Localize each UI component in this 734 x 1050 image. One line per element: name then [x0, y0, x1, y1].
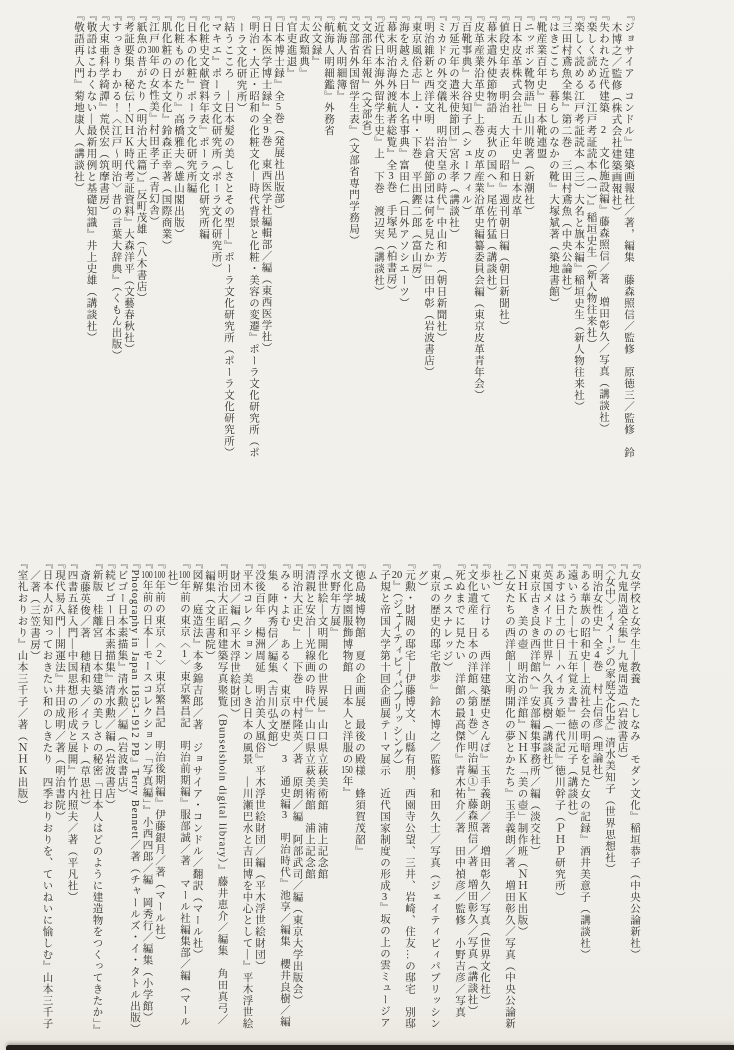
bibliography-entry: 『100年前の東京〈2〉東京繁昌記 明治後期編』伊藤銀月／著（マール社） [153, 558, 166, 947]
bibliography-entry: 『ニッポン靴物語』山川暁著（新潮社） [523, 10, 534, 217]
bibliography-entry: 『文部省外国留学生表』（文部省専門学務局） [348, 10, 359, 247]
bibliography-entry: 『官吏進退』 [285, 10, 297, 79]
bibliography-entry: 『文化遺産 日本の洋館〈第1巻〉明治編①』藤森照信／著 増田彰久／写真（講談社） [466, 558, 478, 1017]
bibliography-entry: 『結うこころ ―日本髪の美しさとその型―』ポーラ文化研究所（ポーラ文化研究所） [223, 10, 234, 459]
bibliography-entry: 『100年前の日本―モースコレクション「写真編」』小西四郎／編 岡秀行／編集（小学館） [141, 558, 153, 1024]
bibliography-entry: 『失われた近代建築 2 文化施設編』藤森照信／著 増田彰久／写真（講談社） [598, 10, 609, 435]
bibliography-entry: 『日本人が知っておきたい和のしきたり 四季おりおりを、ていねいに愉しむ』山本三千子／著（三笠書房） [29, 558, 53, 1030]
bibliography-entry: 『ミカドの外交儀礼 明治天皇の時代』中山和芳（朝日新聞社） [435, 10, 447, 344]
bibliography-entry: 『幕末明治海外渡航者総覧』全3巻 手塚晃（柏書房） [385, 10, 397, 297]
bibliography-entry: 『浮世絵―文明開化の世界展』山口県立萩美術館 浦上記念館 [316, 558, 328, 880]
bibliography-entry: 『歩いて行ける 西洋建築歴史さんぽ』玉手義朗／著 増田彰久／写真（世界文化社） [479, 558, 490, 1007]
bibliography-entry: 『肌化粧の日本文化』鈴森正幸著（国際商業） [160, 10, 172, 252]
bibliography-entry: 『万延元年の遣米使節団』宮永孝（講談社） [448, 10, 459, 240]
bibliography-entry: 『四書五経入門―中国思想の形成と展開』竹内照夫／著（平凡社） [66, 558, 78, 903]
bibliography-entry: 『明治女性史』全4巻 村上信彦（理論社） [591, 558, 603, 787]
bibliography-entry: 『公文録』 [310, 10, 322, 68]
bibliography-entry: 『皮革産業沿革史』上巻 皮革産業沿革史編纂委員会編（東京皮革青年会） [473, 10, 484, 401]
bibliography-entry: 『子規と帝国大学第十回企画展テーマ展示 近代国家制度の形成3』坂の上の雲ミュージアム [366, 558, 390, 1029]
bibliography-entry: 『東京の歴史的邸宅散歩』鈴木博之／監修 和田久士／写真（ジェイティビィパブリッシング） [416, 558, 440, 1030]
bibliography-entry: 『海を越えた日本人名事典』富田仁（日外アソシエーツ） [398, 10, 409, 309]
bibliography-entry: 『日本皮革株式会社五十年史』日本皮革 [510, 10, 522, 217]
bibliography-entry: 『日本博士録』全5巻（発展社出版部） [273, 10, 284, 216]
bibliography-entry: 『100年前の東京〈1〉東京繁昌記 明治前期編』服部誠／著 マール社編集部／編（マール社） [166, 558, 191, 1028]
bibliography-entry: 『図解 庭造法』本多錦吉郎／著 ジョサイア・コンドル／翻訳（マール社） [191, 558, 203, 961]
bibliography-entry: 『化粧ものがたり』高橋雅夫（雄山閣出版） [173, 10, 184, 240]
bibliography-entry: 『航海人明細鑑』外務省 [323, 10, 334, 137]
bibliography-entry: 『Photography in Japan 1853-1912 PB』Terry Bennett／著（チャールズ・イ・タトル出版） [129, 558, 140, 1035]
bibliography-entry: 『日本医学博士録』全9巻 東西医学社編輯部／編（東西医学社） [260, 10, 272, 354]
bibliography-bottom-block [16, 558, 640, 1036]
bibliography-entry: 『東京風俗志』上・中・下巻 平出鏗二郎（富山房） [410, 10, 422, 286]
bibliography-entry: 『百靴事典』大谷知子（シューフィル） [460, 10, 472, 217]
bibliography-entry: 『すっきりわかる！〈江戸〜明治〉昔の言葉大辞典』（くもん出版） [110, 10, 122, 362]
bibliography-entry: 『敬語再入門』菊地康人（講談社） [73, 10, 84, 194]
bibliography-entry: 『明治維新と西洋文明 岩倉使節団は何を見たか』田中彰（岩波書店） [423, 10, 434, 378]
bibliography-entry: 『現代易入門―開運法』井田成明／著（明治書院） [54, 558, 65, 823]
bibliography-entry: 『清親と安治―光線画の時代』山口県立萩美術館 浦上記念館 [304, 558, 315, 880]
bibliography-entry: 『乙女たちの西洋館―文明開化の夢とかたち』玉手義朗／著 増田彰久／写真（中央公論新社） [491, 558, 515, 1030]
bibliography-entry: 『値段史年表 明治 大正 昭和』週刊朝日編（朝日新聞社） [498, 10, 509, 332]
bibliography-entry: 『ビゴー日本素描集』清水勲／編（岩波書店） [116, 558, 128, 800]
bibliography-entry: 『楽しく読める 江戸考証読本（一）』稲垣史生（新人物往来社） [585, 10, 597, 350]
bibliography-entry: 『元勲・財閥の邸宅―伊藤博文、山縣有朋、西園寺公望、三井、岩崎、住友…の邸宅 別邸20』（ジェイティビィパブリッシング） [391, 558, 415, 1030]
bibliography-entry: 『近代日本海外留学生史』上 下巻 渡辺実（講談社） [373, 10, 384, 298]
bibliography-entry: 『紙魚の昔がたり（明治大正篇）』反町茂雄（八木書店） [135, 10, 147, 304]
bibliography-entry: 『みる・よむ あるく 東京の歴史 3 通史編3 明治時代』池享／編集 櫻井良樹／編集 陣内秀信／編集（吉川弘文館） [266, 558, 290, 1028]
bibliography-entry: 『マキエ』ポーラ文化研究所（ポーラ文化研究所） [210, 10, 222, 275]
bibliography-entry: 『女学校と女学生―教養 たしなみ モダン文化』稲垣恭子（中央公論新社） [629, 558, 640, 961]
bibliography-entry: 『室礼おりおり』山本三千子／著（ＮＨＫ出版） [16, 558, 28, 811]
bibliography-entry: 『楽しく読める江戸考証読本（三）大名と旗本編』稲垣史生（新人物往来社） [573, 10, 584, 413]
bibliography-entry: 『文化学園服飾博物館 日本人と洋服の150年』 [341, 558, 353, 799]
bibliography-entry: 『没後百年 楊洲周延 明治美人風俗』平木浮世絵財団／編（平木浮世絵財団） [254, 558, 265, 972]
bibliography-entry: 『水野年方展』 [329, 558, 340, 639]
bibliography-entry: 『幕末遣外使節物語 夷狄の国へ』尾佐竹猛（講談社） [485, 10, 497, 298]
bibliography-entry: 『敬語はこわくない―最新用例と基礎知識』井上史雄（講談社） [85, 10, 97, 344]
bibliography-entry: 『英国メイドの世界』久我真樹（講談社） [541, 558, 553, 777]
bibliography-entry: 『靴産業百年史』日本靴連盟 [535, 10, 547, 160]
bibliography-entry: 『東京古き良き西洋館へ』安部編集事務所／編（淡交社） [529, 558, 540, 857]
bibliography-entry: 『平木コレクション 美しき日本の風景 ―川瀬巴水と吉田博を中心として―』平木浮世絵財団／編（平木浮世絵財団） [229, 558, 253, 1030]
bibliography-entry: 『考証要集 秘伝！ＮＨＫ時代考証資料』大森洋平（文藝春秋社） [123, 10, 134, 355]
bibliography-entry: 『三田村鳶魚全集』第二巻 三田村鳶魚（中央公論社） [560, 10, 572, 298]
bibliography-entry: 『明治大正史』上 下巻 中村隆英／著 原朗／編 阿部武司／編（東京大学出版会） [291, 558, 303, 1007]
bibliography-entry: 『太政類典』 [298, 10, 309, 79]
bibliography-entry: 『あすは日土の日―ハイカラ姫一代記』徳川幹子（ＰＨＰ研究所） [554, 558, 565, 903]
bibliography-entry: 『ジョサイア コンドル』建築画報社／著，編集 藤森照信／監修 原徳三／監修 鈴木博之／監修（株式会社建築画報社） [610, 10, 634, 459]
bibliography-entry: 『江戸300年の女性美』村田孝子（青幻舎） [147, 10, 160, 228]
bibliography-entry: 『はきごこち 暮らしのなかの靴』大塚斌著（築地書館） [548, 10, 559, 309]
bibliography-entry: 『日本の化粧』ポーラ文化研究所編 [185, 10, 197, 194]
bibliography-entry: 『化粧史文献資料年表』ポーラ文化研究所編 [198, 10, 209, 240]
bibliography-entry: 『〈女中〉イメージの家庭文化史』清水美知子（世界思想社） [604, 558, 615, 875]
bibliography-entry: 『ＮＨＫ 美の壺 明治の洋館』ＮＨＫ「美の壺」制作班（ＮＨＫ出版） [516, 558, 528, 938]
bibliography-entry: 『死ぬまでに見たい 洋館の最高傑作』青木祐介／著 田中禎彦／監修 小野吉彦／写真（エクスナレッジ） [441, 558, 465, 1018]
bibliography-entry: 『大東亜科学綺譚』荒俣宏（筑摩書房） [98, 10, 109, 217]
bibliography-entry: 『文部省年報』（文部省） [360, 10, 372, 143]
bibliography-entry: 『ある華族の昭和史―上流社会の明暗を見た女の記録』酒井美意子（講談社） [579, 558, 590, 961]
bibliography-entry: 『九鬼周造全集』九鬼周造（岩波書店） [616, 558, 628, 765]
bibliography-entry: 『明治・大正・昭和の化粧文化―時代背景と化粧・美容の変遷』ポーラ文化研究所（ポーラ文化研究所） [235, 10, 259, 459]
scan-edge [6, 1045, 734, 1050]
bibliography-entry: 『徳島城博物館 夏の企画展 最後の殿様 蜂須賀茂韶』 [354, 558, 365, 857]
bibliography-entry: 『新版 桂離宮 日本建築の美しさの秘密「日本人はどのように建造物をつくってきたか」』斎藤英俊／著 穂積和夫／イラスト（草思社） [79, 558, 103, 1036]
bibliography-top-block [46, 10, 634, 462]
bibliography-entry: 『明治大正昭和建築写真聚覧（Bunseishoin digital library）』藤井恵介／編集 角田真弓／編集（文生書院） [204, 558, 228, 1026]
bibliography-entry: 『航海人明細簿』 [335, 10, 347, 102]
bibliography-entry: 『続ビゴー日本素描集』清水勲／編（岩波書店） [104, 558, 115, 811]
bibliography-entry: 『遠いうた―七十五年覚え書』徳川元子（講談社） [566, 558, 578, 823]
